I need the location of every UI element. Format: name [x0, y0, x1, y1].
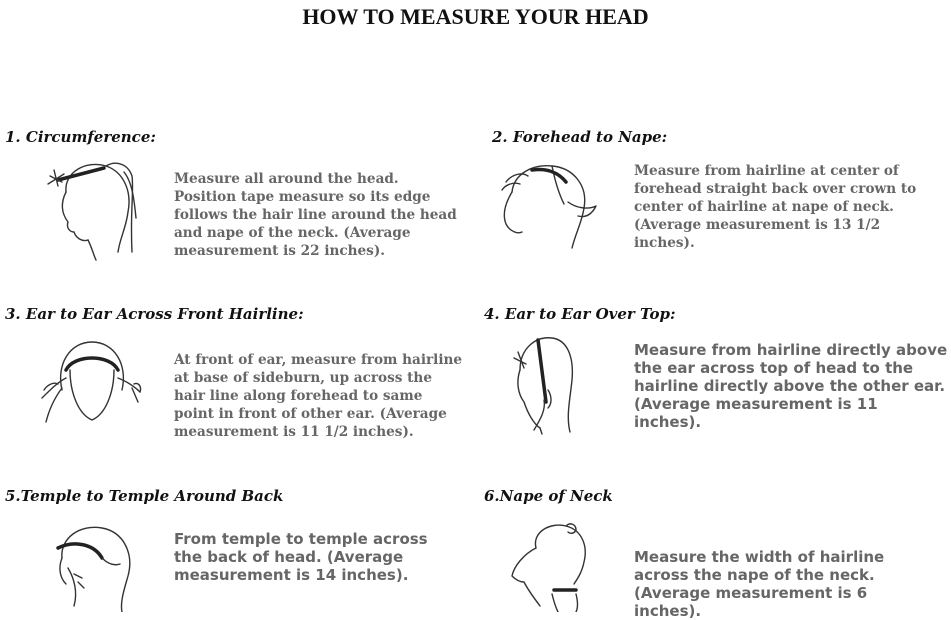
head-forehead-nape-icon — [492, 152, 602, 252]
section-desc-nape-neck: Measure the width of hairline across the nape of the neck. (Average measurement is 6 inches). — [634, 548, 885, 620]
section-heading-ear-over-top: 4. Ear to Ear Over Top: — [484, 305, 676, 323]
section-desc-circumference: Measure all around the head. Position tape measure so its edge follows the hair line around the head and nape of the neck. (Average measurement is 22 inches). — [174, 171, 457, 259]
page-title: HOW TO MEASURE YOUR HEAD — [302, 4, 649, 29]
section-heading-nape-neck: 6.Nape of Neck — [484, 487, 613, 505]
section-desc-forehead-nape: Measure from hairline at center of forehead straight back over crown to center of hairline at nape of neck. (Average measurement is 13 1/2 inches). — [634, 163, 917, 251]
head-temple-back-icon — [44, 518, 144, 612]
section-heading-front-hairline: 3. Ear to Ear Across Front Hairline: — [5, 305, 304, 323]
head-front-hairline-icon — [36, 330, 146, 430]
section-heading-circumference: 1. Circumference: — [5, 128, 156, 146]
head-side-circumference-icon — [36, 152, 146, 262]
section-desc-temple-back: From temple to temple across the back of head. (Average measurement is 14 inches). — [174, 530, 428, 584]
section-desc-ear-over-top: Measure from hairline directly above the ear across top of head to the hairline directly above the other ear. (Average measurement is 11 inches). — [634, 341, 948, 431]
head-ear-over-top-icon — [500, 330, 610, 435]
section-desc-front-hairline: At front of ear, measure from hairline at base of sideburn, up across the hair line along forehead to same point in front of other ear. (Average measurement is 11 1/2 inches). — [174, 352, 463, 440]
section-heading-temple-back: 5.Temple to Temple Around Back — [5, 487, 284, 505]
head-nape-neck-icon — [506, 518, 602, 612]
section-heading-forehead-nape: 2. Forehead to Nape: — [492, 128, 668, 146]
